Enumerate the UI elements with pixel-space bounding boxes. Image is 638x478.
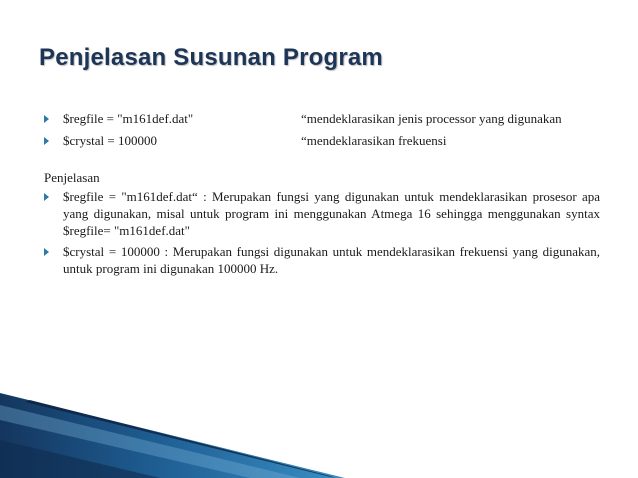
code-line-regfile: $regfile = "m161def.dat" [63, 111, 194, 126]
slide-title: Penjelasan Susunan Program [39, 44, 383, 71]
code-comment-regfile: “mendeklarasikan jenis processor yang digunakan [301, 111, 562, 126]
section-label: Penjelasan [44, 170, 100, 185]
explanation-crystal: $crystal = 100000 : Merupakan fungsi digunakan untuk mendeklarasikan frekuensi yang digunakan, untuk program ini digunakan 100000 Hz. [63, 244, 600, 276]
code-comment-crystal: “mendeklarasikan frekuensi [301, 133, 447, 148]
code-line-crystal: $crystal = 100000 [63, 133, 157, 148]
explanation-regfile: $regfile = "m161def.dat“ : Merupakan fungsi yang digunakan untuk mendeklarasikan prosesor apa yang digunakan, misal untuk program ini menggunakan Atmega 16 sehingga menggunakan syntax $regfile= "m161def.dat" [63, 189, 600, 238]
